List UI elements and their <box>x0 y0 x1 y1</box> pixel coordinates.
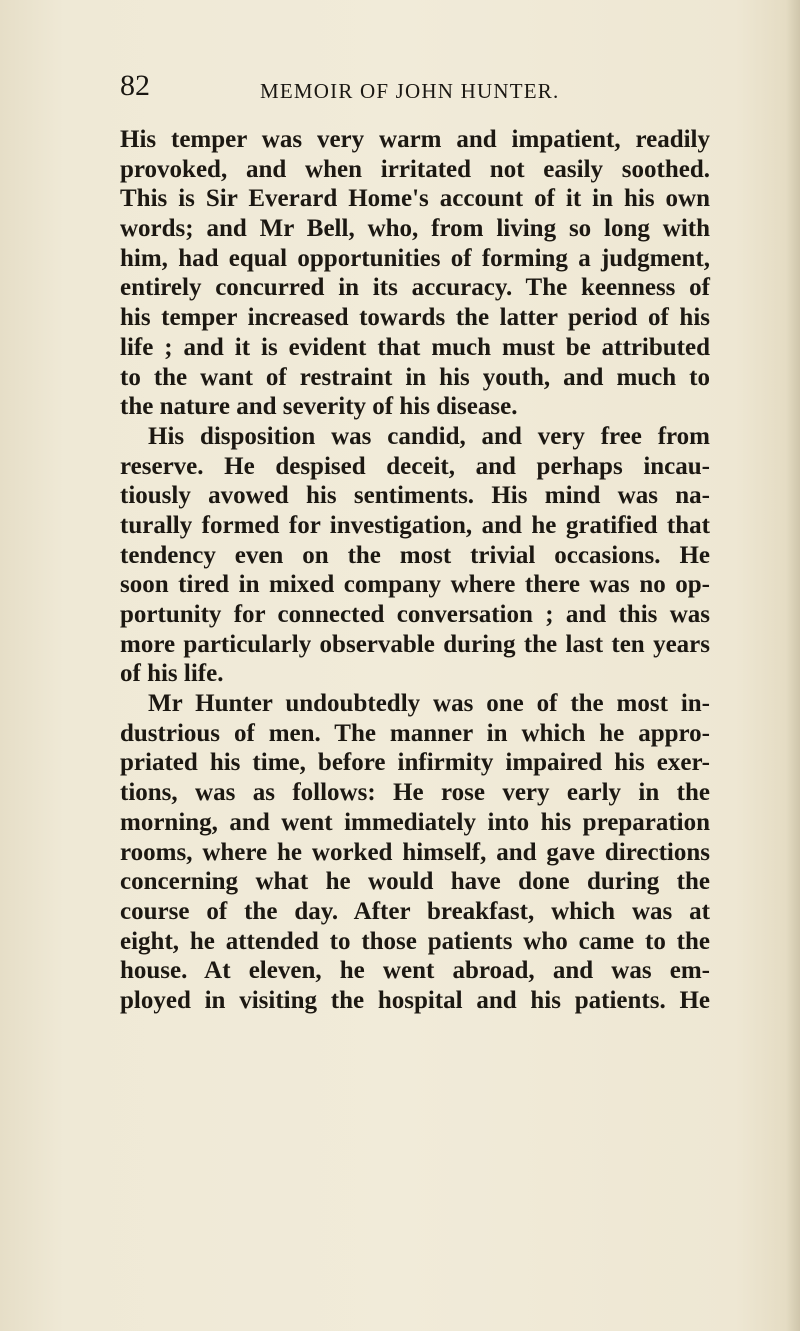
text-line: soon tired in mixed company where there was no op- <box>120 571 710 599</box>
paragraph-1 <box>120 125 710 422</box>
text-line: provoked, and when irritated not easily soothed. <box>120 155 710 183</box>
text-line: turally formed for investigation, and he gratified that <box>120 511 710 539</box>
text-line: tiously avowed his sentiments. His mind was na- <box>120 482 710 510</box>
text-line: Mr Hunter undoubtedly was one of the most in- <box>148 690 710 718</box>
page-edge-shadow <box>786 0 800 1331</box>
text-line: words; and Mr Bell, who, from living so long with <box>120 215 710 243</box>
paragraph-3 <box>120 689 710 1016</box>
text-line: house. At eleven, he went abroad, and was em- <box>120 957 710 985</box>
text-line: entirely concurred in its accuracy. The keenness of <box>120 274 710 302</box>
text-line: His disposition was candid, and very free from <box>148 422 710 450</box>
text-line: more particularly observable during the last ten years <box>120 630 710 658</box>
text-line: his temper increased towards the latter period of his <box>120 304 710 332</box>
text-line: eight, he attended to those patients who came to the <box>120 927 710 955</box>
text-line: ployed in visiting the hospital and his patients. He <box>120 986 710 1014</box>
page-number: 82 <box>120 69 150 102</box>
paragraph-2 <box>120 422 710 689</box>
text-line: priated his time, before infirmity impaired his exer- <box>120 749 710 777</box>
text-line: tendency even on the most trivial occasions. He <box>120 541 710 569</box>
text-line: dustrious of men. The manner in which he appro- <box>120 719 710 747</box>
text-line: rooms, where he worked himself, and gave directions <box>120 838 710 866</box>
text-line: life ; and it is evident that much must be attributed <box>120 333 710 361</box>
body-text <box>120 125 710 1016</box>
running-head-title: MEMOIR OF JOHN HUNTER. <box>260 79 560 103</box>
running-head <box>120 71 720 111</box>
text-line: tions, was as follows: He rose very early in the <box>120 779 710 807</box>
text-line: the nature and severity of his disease. <box>120 393 518 421</box>
text-line: him, had equal opportunities of forming a judgment, <box>120 244 710 272</box>
text-line: concerning what he would have done during the <box>120 868 710 896</box>
text-line: This is Sir Everard Home's account of it in his own <box>120 185 710 213</box>
text-line: of his life. <box>120 660 224 688</box>
text-line: reserve. He despised deceit, and perhaps incau- <box>120 452 710 480</box>
text-line: course of the day. After breakfast, which was at <box>120 897 710 925</box>
text-line: morning, and went immediately into his preparation <box>120 808 710 836</box>
text-line: to the want of restraint in his youth, and much to <box>120 363 710 391</box>
text-line: His temper was very warm and impatient, readily <box>120 126 710 153</box>
text-line: portunity for connected conversation ; and this was <box>120 601 710 628</box>
